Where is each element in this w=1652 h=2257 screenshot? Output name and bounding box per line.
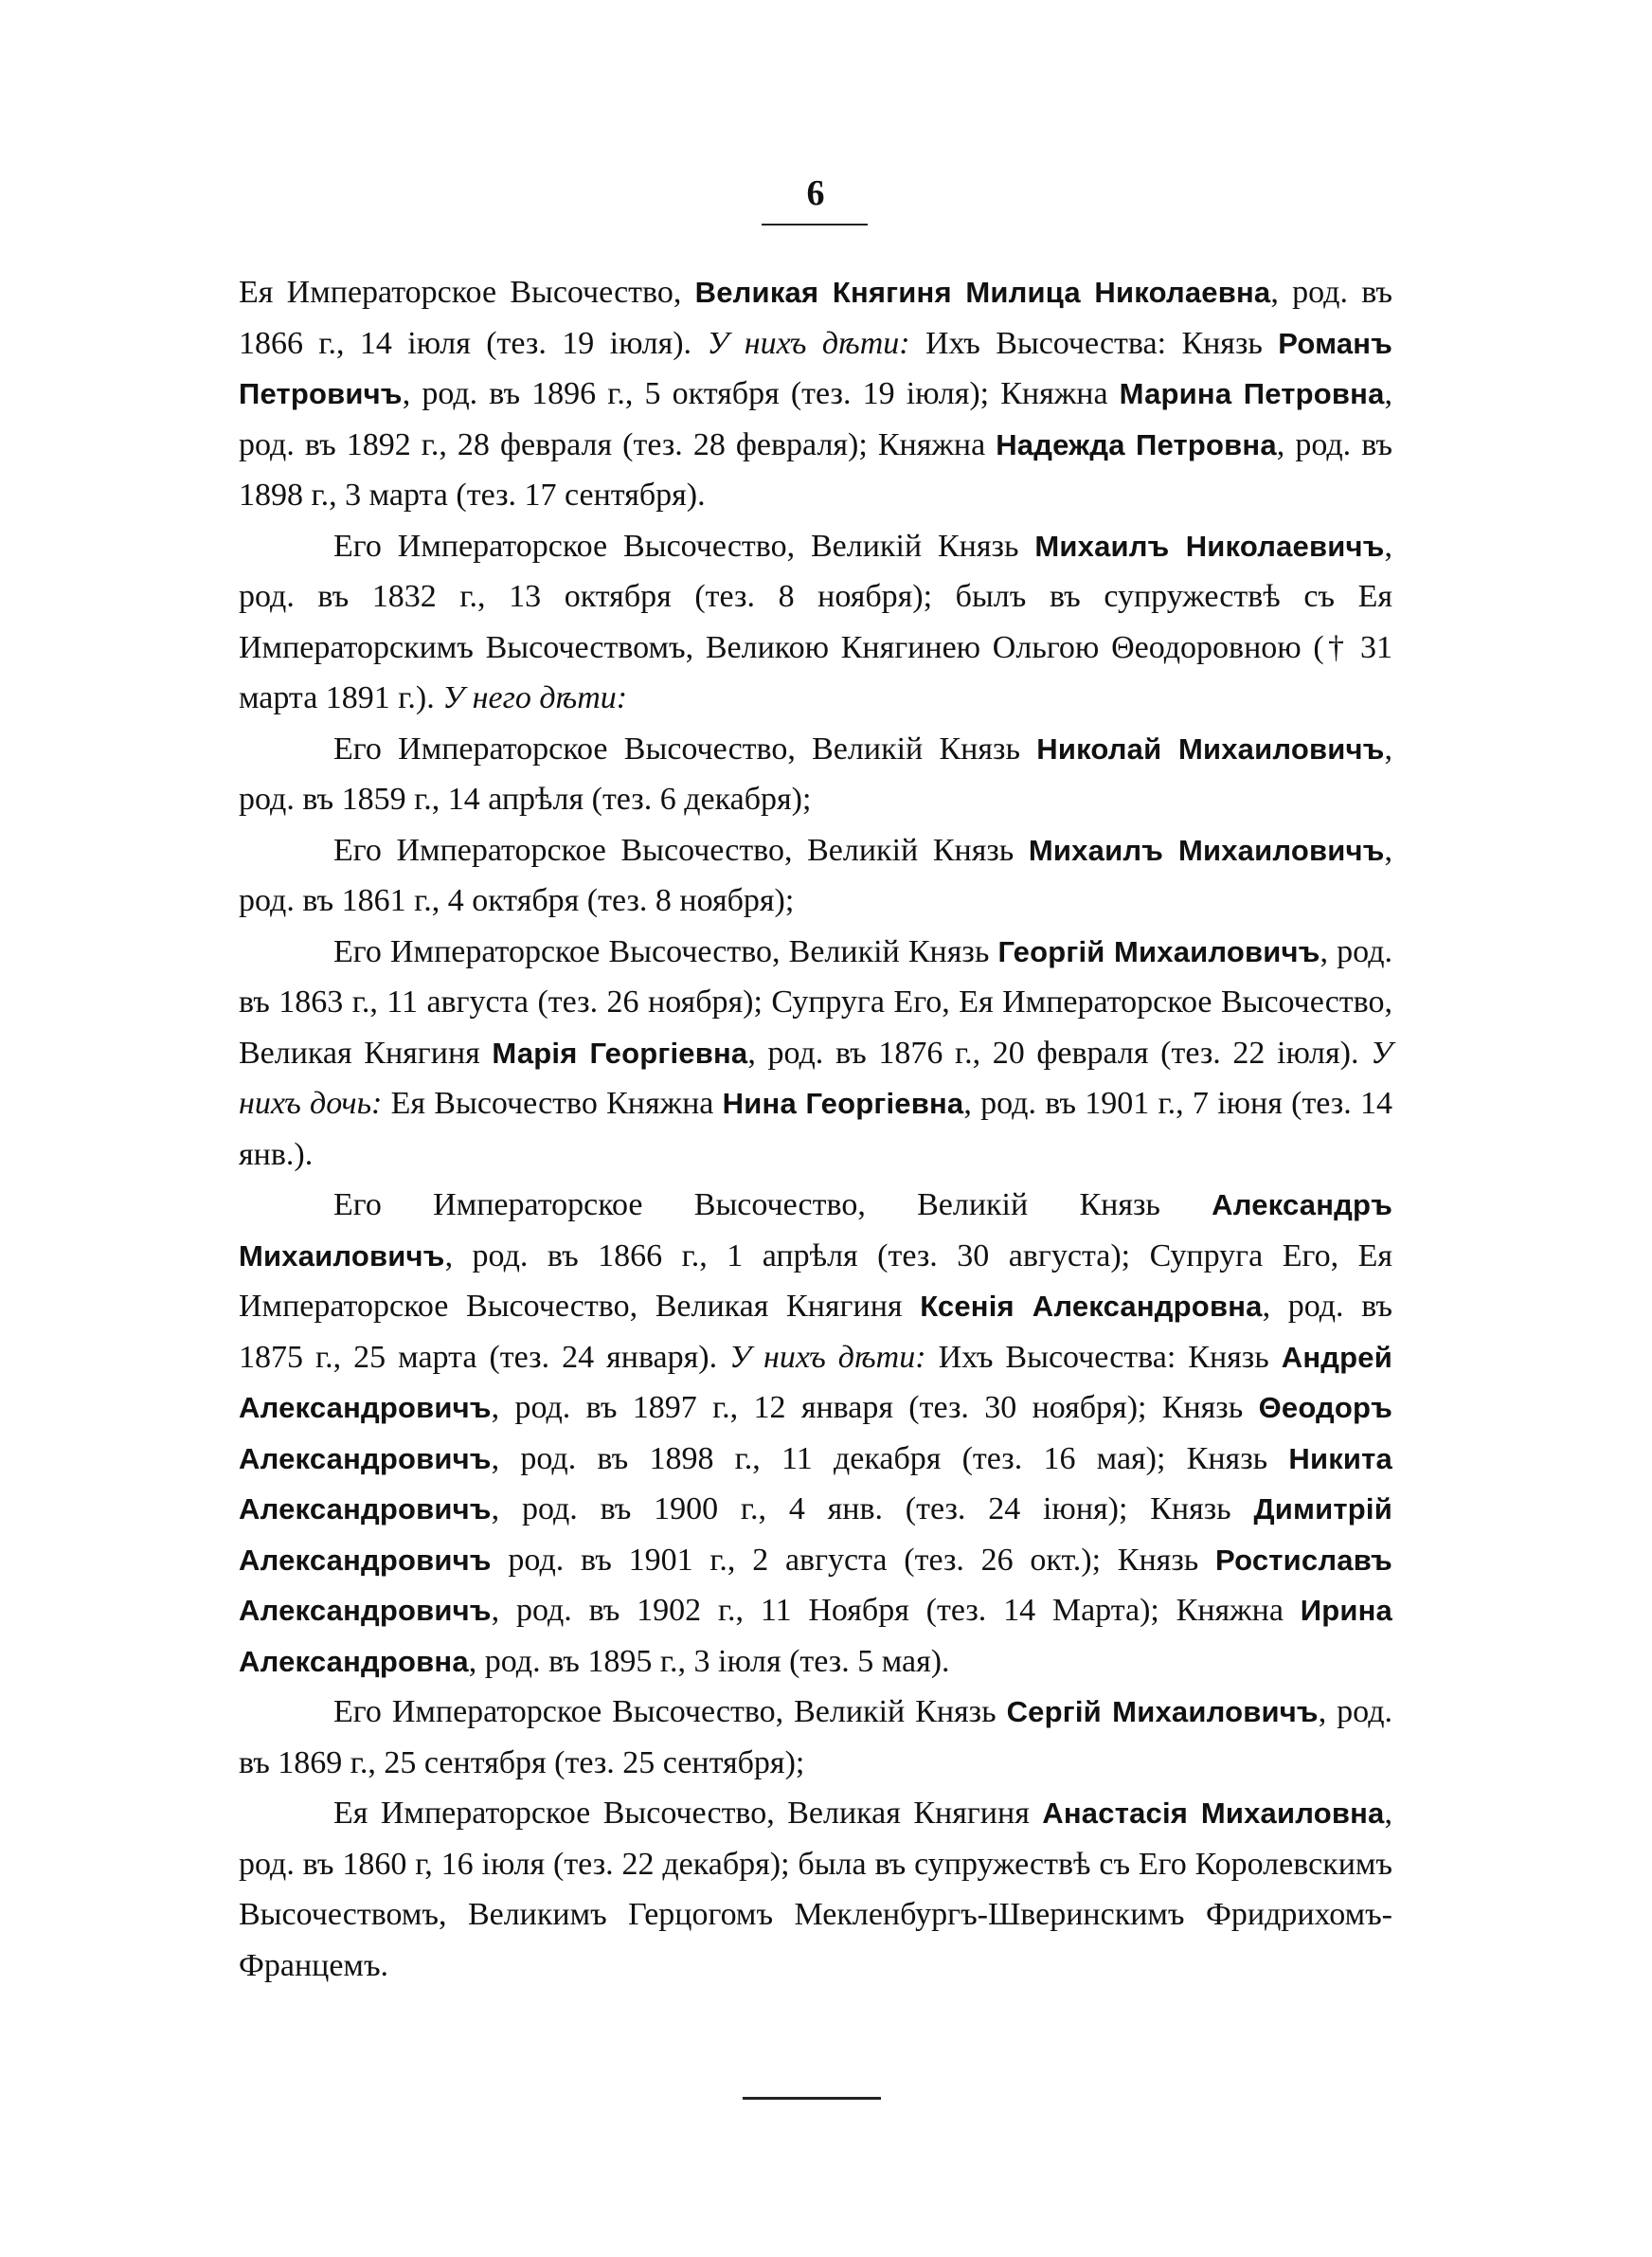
name-bold: Нина Георгіевна xyxy=(722,1087,964,1120)
paragraph xyxy=(239,1687,1392,1788)
name-bold: Анастасія Михаиловна xyxy=(1042,1797,1385,1830)
page-body-text xyxy=(239,267,1392,1991)
text-run: Ея Императорское Высочество, xyxy=(239,275,695,310)
paragraph xyxy=(239,521,1392,724)
paragraph xyxy=(239,724,1392,825)
text-run: , род. въ 1898 г., 11 декабря (тез. 16 мая); Князь xyxy=(491,1440,1289,1476)
name-bold: Марія Георгіевна xyxy=(492,1036,748,1070)
name-bold: Михаилъ Николаевичъ xyxy=(1034,529,1385,563)
paragraph xyxy=(239,825,1392,927)
paragraph xyxy=(239,1180,1392,1687)
text-run: , род. въ 1892 г., 28 февраля (тез. 28 февраля); Княжна xyxy=(239,376,1393,462)
text-run: , род. въ 1897 г., 12 января (тез. 30 ноября); Князь xyxy=(491,1390,1259,1425)
name-bold: Сергій Михаиловичъ xyxy=(1006,1695,1319,1728)
name-bold: Михаилъ Михаиловичъ xyxy=(1028,833,1385,867)
name-bold: Надежда Петровна xyxy=(996,427,1277,461)
header-rule xyxy=(762,224,868,226)
name-bold: Николай Михаиловичъ xyxy=(1036,731,1385,766)
text-run: , род. въ 1895 г., 3 іюля (тез. 5 мая). xyxy=(468,1643,950,1679)
italic-heading: У нихъ дѣти: xyxy=(707,325,910,361)
italic-heading: У нихъ дѣти: xyxy=(729,1339,926,1375)
italic-heading: У нихъ дочь: xyxy=(239,1035,1393,1121)
text-run: , род. въ 1876 г., 20 февраля (тез. 22 іюля). xyxy=(747,1035,1372,1071)
text-run: , род. въ 1896 г., 5 октября (тез. 19 іюля); Княжна xyxy=(402,376,1120,411)
page-number: 6 xyxy=(806,173,825,213)
text-run: , род. въ 1900 г., 4 янв. (тез. 24 іюня); Князь xyxy=(491,1491,1254,1526)
name-bold: Марина Петровна xyxy=(1119,377,1385,410)
text-run: , род. въ 1866 г., 14 іюля (тез. 19 іюля). xyxy=(239,275,1393,361)
name-bold: Θеодоръ Александровичъ xyxy=(239,1391,1392,1475)
text-run: , род. въ 1875 г., 25 марта (тез. 24 января). xyxy=(239,1289,1393,1375)
text-run: , род. въ 1902 г., 11 Ноября (тез. 14 Марта); Княжна xyxy=(491,1593,1301,1628)
text-run: Ихъ Высочества: Князь xyxy=(925,1339,1282,1375)
text-run: род. въ 1901 г., 2 августа (тез. 26 окт.); Князь xyxy=(491,1542,1216,1578)
name-bold: Андрей Александровичъ xyxy=(239,1340,1392,1424)
text-run: Его Императорское Высочество, Великій Князь xyxy=(333,933,998,969)
text-run: Его Императорское Высочество, Великій Князь xyxy=(333,1187,1212,1222)
text-run: , род. въ 1832 г., 13 октября (тез. 8 ноября); былъ въ супружествѣ съ Ея Императорскимъ Высочествомъ, Великою Княгинею Ольгою Θеодоровною († 31 марта 1891 г.). xyxy=(239,528,1392,715)
name-bold: Великая Княгиня Милица Николаевна xyxy=(694,276,1271,309)
end-rule xyxy=(743,2097,881,2100)
text-run: , род. въ 1860 г, 16 іюля (тез. 22 декабря); была въ супружествѣ съ Его Королевскимъ Высочествомъ, Великимъ Герцогомъ Мекленбургъ-Шверинскимъ Фридрихомъ-Францемъ. xyxy=(239,1796,1392,1983)
text-run: , род. въ 1859 г., 14 апрѣля (тез. 6 декабря); xyxy=(239,731,1393,817)
text-run: Его Императорское Высочество, Великій Князь xyxy=(333,731,1037,767)
name-bold: Георгій Михаиловичъ xyxy=(997,934,1320,968)
text-run: , род. въ 1861 г., 4 октября (тез. 8 ноября); xyxy=(239,832,1392,918)
text-run: , род. въ 1863 г., 11 августа (тез. 26 ноября); Супруга Его, Ея Императорское Высочество, Великая Княгиня xyxy=(239,933,1392,1071)
text-run: Его Императорское Высочество, Великій Князь xyxy=(333,832,1029,868)
text-run: , род. въ 1901 г., 7 іюня (тез. 14 янв.). xyxy=(239,1086,1392,1172)
text-run: , род. въ 1869 г., 25 сентября (тез. 25 сентября); xyxy=(239,1694,1393,1780)
text-run: , род. въ 1898 г., 3 марта (тез. 17 сентября). xyxy=(239,426,1392,513)
name-bold: Ростиславъ Александровичъ xyxy=(239,1543,1392,1627)
name-bold: Димитрій Александровичъ xyxy=(239,1492,1392,1577)
name-bold: Ирина Александровна xyxy=(239,1594,1392,1678)
text-run: Его Императорское Высочество, Великій Князь xyxy=(333,1694,1007,1729)
paragraph xyxy=(239,1788,1392,1991)
paragraph xyxy=(239,267,1392,521)
text-run: , род. въ 1866 г., 1 апрѣля (тез. 30 августа); Супруга Его, Ея Императорское Высочество, Великая Княгиня xyxy=(239,1237,1392,1324)
text-run: Его Императорское Высочество, Великій Князь xyxy=(333,528,1035,564)
name-bold: Ксенія Александровна xyxy=(920,1290,1263,1323)
text-run: Ея Императорское Высочество, Великая Княгиня xyxy=(333,1796,1043,1831)
name-bold: Александръ Михаиловичъ xyxy=(239,1188,1392,1273)
name-bold: Никита Александровичъ xyxy=(239,1441,1392,1526)
name-bold: Романъ Петровичъ xyxy=(239,326,1393,410)
text-run: Ихъ Высочества: Князь xyxy=(909,325,1279,361)
paragraph xyxy=(239,927,1392,1181)
italic-heading: У него дѣти: xyxy=(442,680,628,715)
text-run: Ея Высочество Княжна xyxy=(382,1086,723,1121)
